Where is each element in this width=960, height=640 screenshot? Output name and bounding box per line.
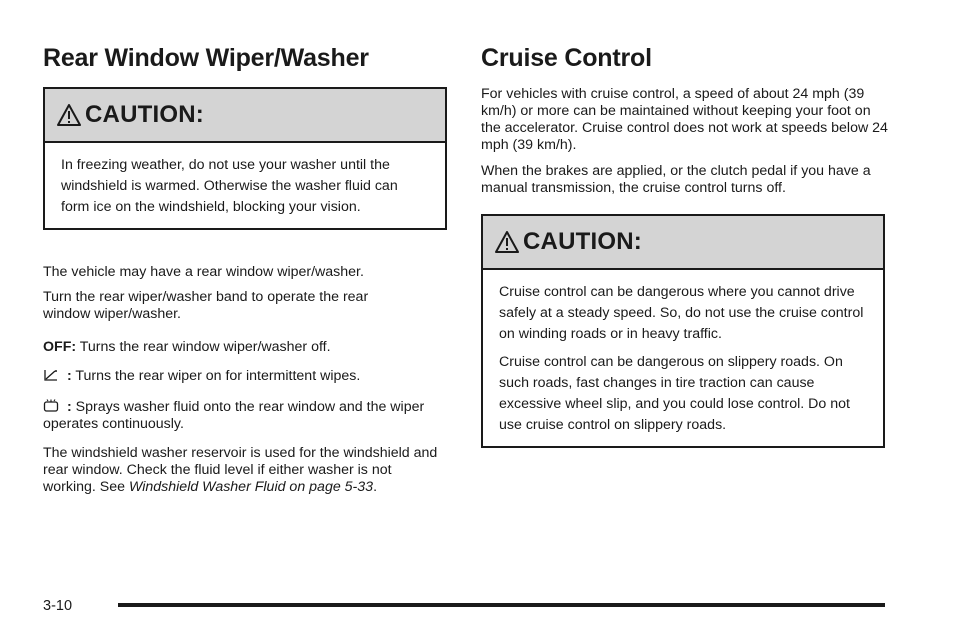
caution-text-2: Cruise control can be dangerous on slippery roads. On such roads, fast changes in tire traction can cause excessive wheel slip, and you could lose control. Do not use cruise control on slippery roads. xyxy=(499,354,850,433)
rear-wiper-heading: Rear Window Wiper/Washer xyxy=(43,44,369,72)
rear-wiper-intermittent-icon xyxy=(43,368,59,382)
caution-title: CAUTION: xyxy=(85,101,204,128)
wash-description: Sprays washer fluid onto the rear window and the wiper operates continuously. xyxy=(43,399,425,432)
wiper-band-text: Turn the rear wiper/washer band to operate the rear window wiper/washer. xyxy=(43,289,369,322)
caution-text: In freezing weather, do not use your washer until the windshield is warmed. Otherwise the washer fluid can form ice on the windshield, blocking your vision. xyxy=(61,157,398,215)
footer-rule xyxy=(118,603,885,607)
rear-washer-icon xyxy=(43,399,59,413)
intermittent-setting-line xyxy=(43,368,447,385)
off-setting-line xyxy=(43,339,447,356)
wiper-availability-text: The vehicle may have a rear window wiper/washer. xyxy=(43,264,364,280)
reservoir-body: The windshield washer reservoir is used for the windshield and rear window. Check the fluid level if either washer is not working. See xyxy=(43,445,438,495)
caution-body xyxy=(45,143,445,228)
cruise-intro-text: For vehicles with cruise control, a speed of about 24 mph (39 km/h) or more can be maintained without keeping your foot on the accelerator. Cruise control does not work at speeds below 24 mph (39 km/h). xyxy=(481,86,888,153)
washer-fluid-reference-link[interactable]: Windshield Washer Fluid on page 5-33 xyxy=(128,479,374,495)
caution-title: CAUTION: xyxy=(523,228,642,255)
wash-colon: : xyxy=(66,399,72,415)
wash-setting-line xyxy=(43,399,447,433)
off-description: Turns the rear window wiper/washer off. xyxy=(79,339,331,355)
reservoir-text xyxy=(43,445,439,496)
warning-triangle-icon xyxy=(495,230,519,254)
caution-header xyxy=(45,89,445,143)
intermittent-colon: : xyxy=(66,368,72,384)
cruise-control-heading: Cruise Control xyxy=(481,44,652,72)
warning-triangle-icon xyxy=(57,103,81,127)
cruise-brake-text: When the brakes are applied, or the clutch pedal if you have a manual transmission, the cruise control turns off. xyxy=(481,163,871,196)
caution-header xyxy=(483,216,883,270)
caution-box-cruise xyxy=(481,214,885,448)
intermittent-description: Turns the rear wiper on for intermittent wipes. xyxy=(75,368,361,384)
reservoir-end: . xyxy=(373,479,378,495)
off-term: OFF: xyxy=(43,339,77,355)
caution-box-washer xyxy=(43,87,447,230)
caution-text-1: Cruise control can be dangerous where you cannot drive safely at a steady speed. So, do not use the cruise control on winding roads or in heavy traffic. xyxy=(499,284,864,342)
page-number: 3-10 xyxy=(43,598,73,614)
caution-body xyxy=(483,270,883,446)
